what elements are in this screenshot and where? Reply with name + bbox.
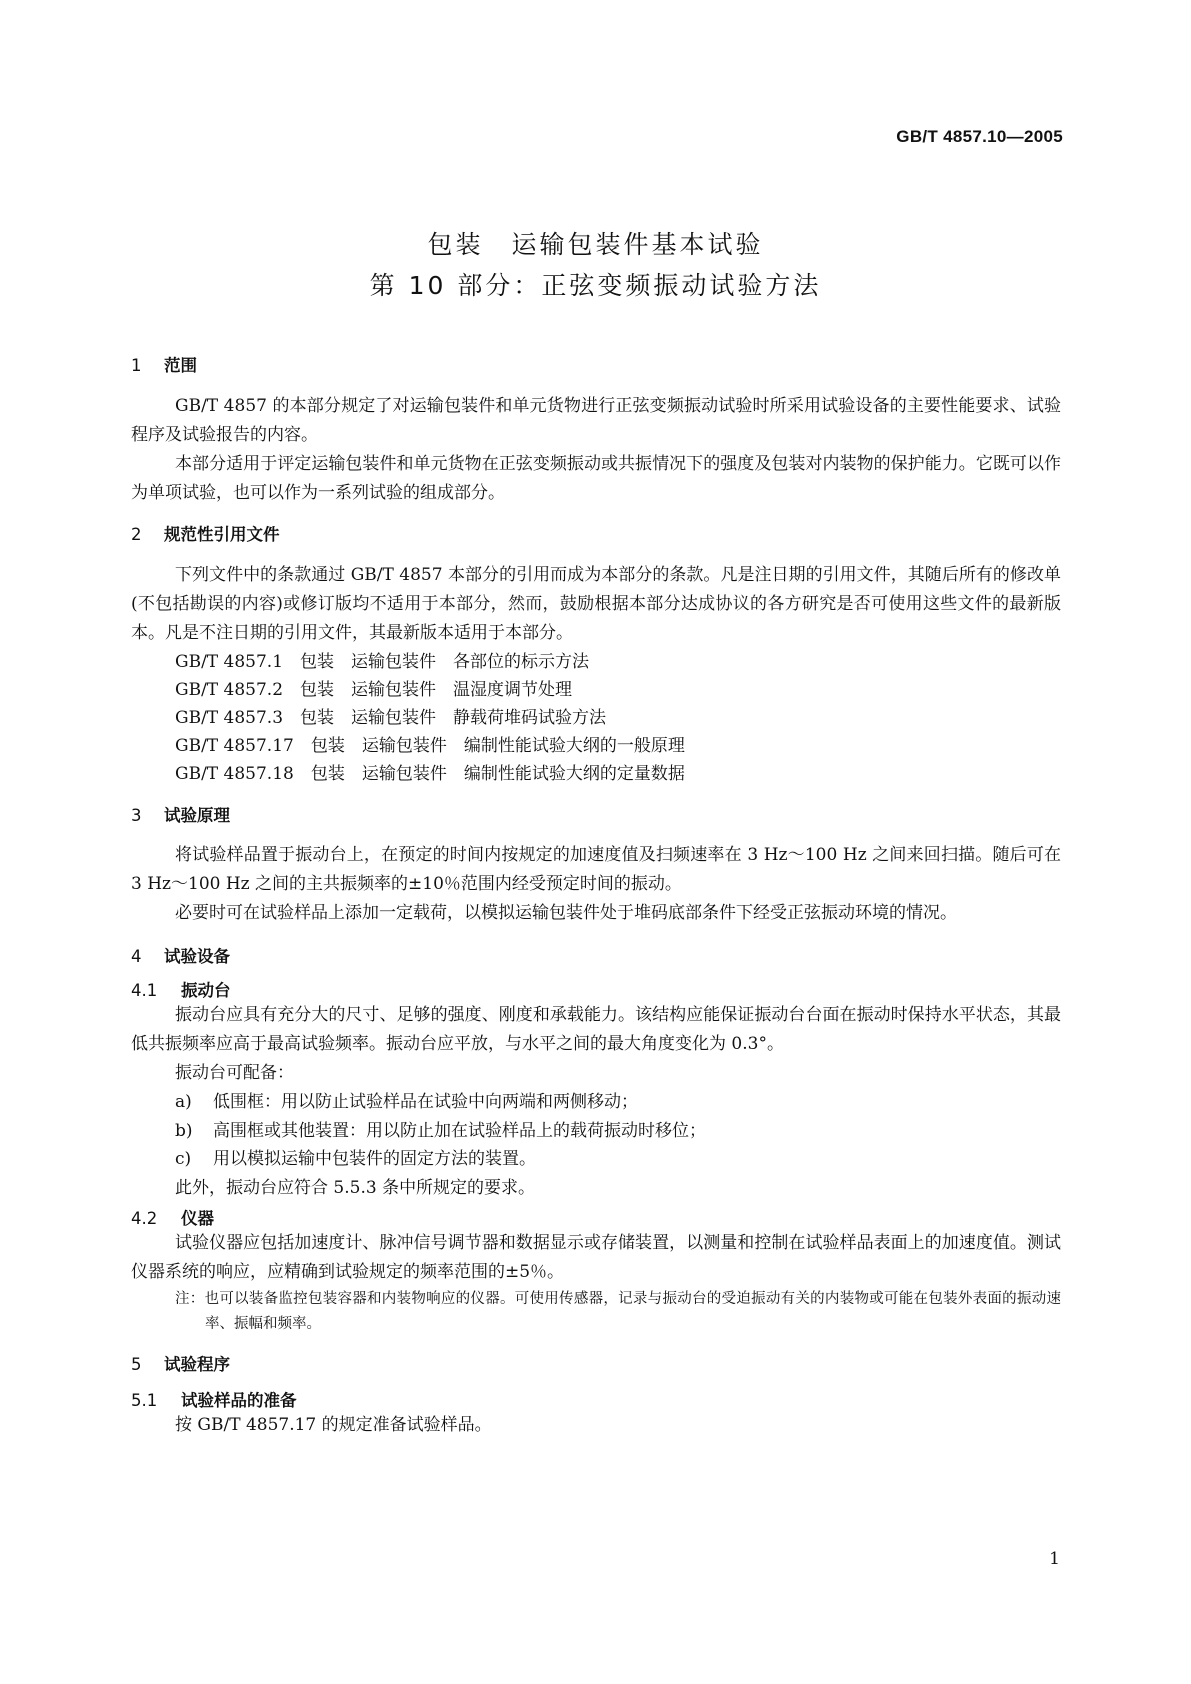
section-title: 试验设备 <box>164 947 230 966</box>
section-title: 试验原理 <box>164 806 230 825</box>
list-marker: a) <box>175 1092 192 1112</box>
subsection-number: 5.1 <box>131 1390 158 1410</box>
list-text: 用以模拟运输中包装件的固定方法的装置。 <box>213 1149 536 1169</box>
subsection-number: 4.1 <box>131 981 158 1000</box>
paragraph: 振动台可配备： <box>175 1063 294 1083</box>
subsection-4-2-heading <box>131 1205 1061 1229</box>
subsection-4-1-heading <box>131 977 1061 1001</box>
paragraph: GB/T 4857 的本部分规定了对运输包装件和单元货物进行正弦变频振动试验时所采用试验设备的主要性能要求、试验程序及试验报告的内容。 <box>131 396 1061 445</box>
list-text: 高围框或其他装置：用以防止加在试验样品上的载荷振动时移位； <box>213 1120 706 1141</box>
paragraph: 将试验样品置于振动台上，在预定的时间内按规定的加速度值及扫频速率在 3 Hz～100 Hz 之间来回扫描。随后可在 3 Hz～100 Hz 之间的主共振频率的±10％范围内经受预定时间的振动。 <box>131 845 1061 894</box>
subsection-5-1-heading <box>131 1387 1061 1411</box>
list-marker: c) <box>175 1149 192 1169</box>
list-text: 低围框：用以防止试验样品在试验中向两端和两侧移动； <box>213 1092 638 1112</box>
subsection-number: 4.2 <box>131 1208 158 1228</box>
paragraph: 振动台应具有充分大的尺寸、足够的强度、刚度和承载能力。该结构应能保证振动台台面在振动时保持水平状态，其最低共振频率应高于最高试验频率。振动台应平放，与水平之间的最大角度变化为 0.3°。 <box>131 1005 1061 1054</box>
paragraph: 按 GB/T 4857.17 的规定准备试验样品。 <box>175 1414 492 1435</box>
reference-item: GB/T 4857.18 包装 运输包装件 编制性能试验大纲的定量数据 <box>175 764 685 784</box>
paragraph: 此外，振动台应符合 5.5.3 条中所规定的要求。 <box>175 1177 536 1198</box>
subsection-title: 试验样品的准备 <box>181 1390 297 1410</box>
list-item <box>175 1145 1061 1174</box>
paragraph: 下列文件中的条款通过 GB/T 4857 本部分的引用而成为本部分的条款。凡是注日期的引用文件，其随后所有的修改单(不包括勘误的内容)或修订版均不适用于本部分，然而，鼓励根据本部分达成协议的各方研究是否可使用这些文件的最新版本。凡是不注日期的引用文件，其最新版本适用于本部分。 <box>131 565 1061 643</box>
section-number: 1 <box>131 356 142 375</box>
subsection-title: 仪器 <box>181 1208 214 1228</box>
list-item <box>175 1088 1061 1117</box>
section-4-heading <box>131 943 1061 967</box>
section-number: 4 <box>131 947 142 966</box>
list-marker: b) <box>175 1120 193 1141</box>
subsection-title: 振动台 <box>181 981 231 1000</box>
section-1-heading <box>131 352 1061 376</box>
section-title: 规范性引用文件 <box>164 525 280 544</box>
reference-item: GB/T 4857.17 包装 运输包装件 编制性能试验大纲的一般原理 <box>175 736 685 756</box>
document-subtitle: 第 10 部分：正弦变频振动试验方法 <box>369 271 822 300</box>
paragraph: 试验仪器应包括加速度计、脉冲信号调节器和数据显示或存储装置，以测量和控制在试验样品表面上的加速度值。测试仪器系统的响应，应精确到试验规定的频率范围的±5％。 <box>131 1232 1061 1282</box>
section-3-heading <box>131 802 1061 826</box>
section-2-heading <box>131 521 1061 545</box>
page-number: 1 <box>1049 1549 1060 1569</box>
paragraph: 本部分适用于评定运输包装件和单元货物在正弦变频振动或共振情况下的强度及包装对内装物的保护能力。它既可以作为单项试验，也可以作为一系列试验的组成部分。 <box>131 454 1061 503</box>
note: 注：也可以装备监控包装容器和内装物响应的仪器。可使用传感器，记录与振动台的受迫振动有关的内装物或可能在包装外表面的振动速率、振幅和频率。 <box>175 1290 1061 1332</box>
reference-item: GB/T 4857.1 包装 运输包装件 各部位的标示方法 <box>175 652 590 672</box>
section-title: 范围 <box>164 356 197 375</box>
section-5-heading <box>131 1351 1061 1375</box>
section-number: 3 <box>131 806 142 825</box>
list-item <box>175 1117 1061 1146</box>
standard-code: GB/T 4857.10—2005 <box>896 127 1063 146</box>
reference-item: GB/T 4857.3 包装 运输包装件 静载荷堆码试验方法 <box>175 708 607 728</box>
document-body <box>131 352 1061 1440</box>
paragraph: 必要时可在试验样品上添加一定载荷，以模拟运输包装件处于堆码底部条件下经受正弦振动环境的情况。 <box>175 903 957 923</box>
document-title: 包装 运输包装件基本试验 <box>427 230 764 259</box>
section-title: 试验程序 <box>164 1354 230 1374</box>
reference-item: GB/T 4857.2 包装 运输包装件 温湿度调节处理 <box>175 680 573 700</box>
section-number: 2 <box>131 525 142 544</box>
section-number: 5 <box>131 1354 142 1374</box>
